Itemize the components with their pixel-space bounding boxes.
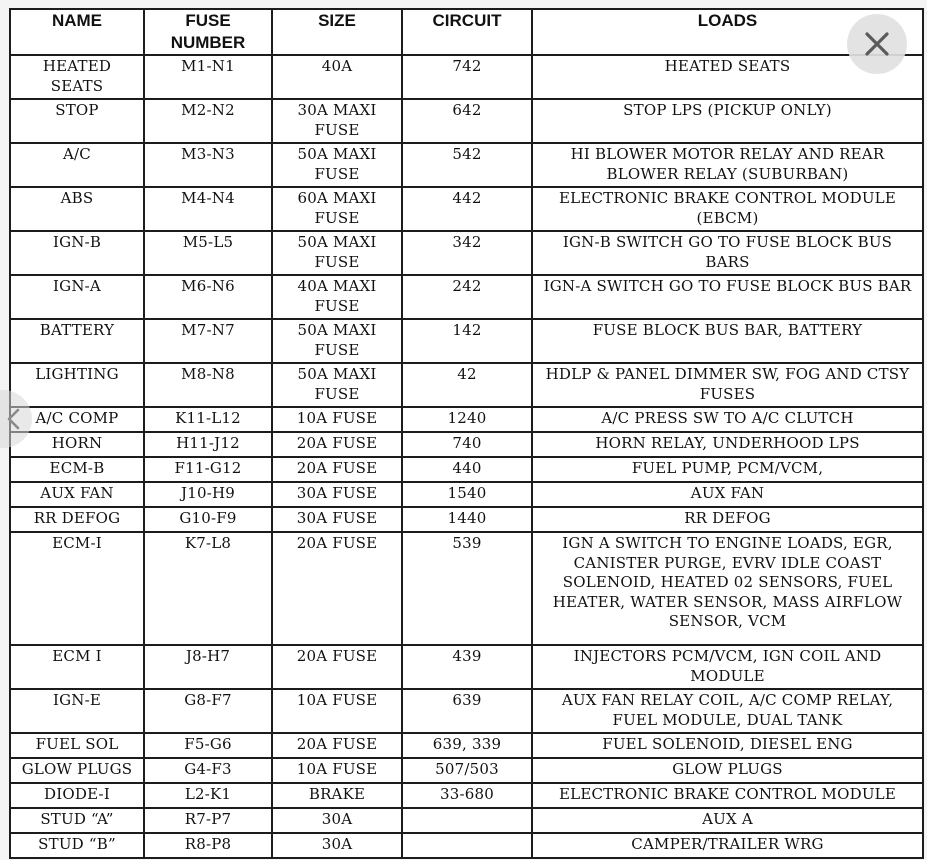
header-name: NAME (10, 9, 144, 55)
cell-loads: STOP LPS (PICKUP ONLY) (532, 99, 923, 143)
close-icon (863, 30, 891, 58)
cell-size: 10A FUSE (272, 407, 402, 432)
cell-circuit: 639 (402, 689, 532, 733)
cell-circuit: 442 (402, 187, 532, 231)
cell-loads: HDLP & PANEL DIMMER SW, FOG AND CTSY FUSES (532, 363, 923, 407)
cell-circuit: 542 (402, 143, 532, 187)
close-button[interactable] (847, 14, 907, 74)
table-row (10, 833, 923, 858)
header-loads: LOADS (532, 9, 923, 55)
cell-name: IGN-E (10, 689, 144, 733)
cell-fuse-number: M2-N2 (144, 99, 272, 143)
cell-fuse-number: L2-K1 (144, 783, 272, 808)
cell-name: RR DEFOG (10, 507, 144, 532)
cell-size: BRAKE (272, 783, 402, 808)
cell-circuit: 42 (402, 363, 532, 407)
table-row (10, 55, 923, 99)
cell-name: DIODE-I (10, 783, 144, 808)
cell-loads: A/C PRESS SW TO A/C CLUTCH (532, 407, 923, 432)
cell-size: 50A MAXI FUSE (272, 319, 402, 363)
cell-name: GLOW PLUGS (10, 758, 144, 783)
cell-fuse-number: M1-N1 (144, 55, 272, 99)
cell-name: STUD “B” (10, 833, 144, 858)
table-row (10, 758, 923, 783)
cell-fuse-number: R8-P8 (144, 833, 272, 858)
cell-loads: IGN A SWITCH TO ENGINE LOADS, EGR, CANISTER PURGE, EVRV IDLE COAST SOLENOID, HEATED 02 SENSORS, FUEL HEATER, WATER SENSOR, MASS AIRFLOW SENSOR, VCM (532, 532, 923, 645)
cell-name: AUX FAN (10, 482, 144, 507)
cell-size: 20A FUSE (272, 457, 402, 482)
cell-size: 50A MAXI FUSE (272, 231, 402, 275)
table-row (10, 482, 923, 507)
table-row (10, 532, 923, 645)
table-row (10, 231, 923, 275)
cell-name: FUEL SOL (10, 733, 144, 758)
cell-size: 20A FUSE (272, 733, 402, 758)
table-row (10, 143, 923, 187)
cell-circuit: 33-680 (402, 783, 532, 808)
cell-circuit: 639, 339 (402, 733, 532, 758)
cell-fuse-number: M6-N6 (144, 275, 272, 319)
cell-circuit: 1440 (402, 507, 532, 532)
cell-circuit (402, 833, 532, 858)
cell-fuse-number: F11-G12 (144, 457, 272, 482)
cell-fuse-number: K7-L8 (144, 532, 272, 645)
chevron-left-icon (6, 408, 22, 430)
cell-name: HORN (10, 432, 144, 457)
table-row (10, 407, 923, 432)
cell-fuse-number: H11-J12 (144, 432, 272, 457)
table-row (10, 275, 923, 319)
cell-size: 20A FUSE (272, 645, 402, 689)
table-row (10, 507, 923, 532)
cell-name: IGN-A (10, 275, 144, 319)
cell-loads: INJECTORS PCM/VCM, IGN COIL AND MODULE (532, 645, 923, 689)
cell-loads: IGN-A SWITCH GO TO FUSE BLOCK BUS BAR (532, 275, 923, 319)
cell-size: 30A (272, 808, 402, 833)
cell-name: ECM-I (10, 532, 144, 645)
table-row (10, 432, 923, 457)
table-row (10, 733, 923, 758)
cell-circuit: 740 (402, 432, 532, 457)
cell-circuit: 440 (402, 457, 532, 482)
cell-circuit: 1240 (402, 407, 532, 432)
cell-size: 10A FUSE (272, 758, 402, 783)
cell-loads: AUX FAN (532, 482, 923, 507)
table-row (10, 689, 923, 733)
cell-name: ECM I (10, 645, 144, 689)
cell-loads: FUEL PUMP, PCM/VCM, (532, 457, 923, 482)
cell-name: ABS (10, 187, 144, 231)
table-row (10, 645, 923, 689)
cell-fuse-number: J8-H7 (144, 645, 272, 689)
cell-circuit: 1540 (402, 482, 532, 507)
cell-loads: ELECTRONIC BRAKE CONTROL MODULE (532, 783, 923, 808)
cell-loads: CAMPER/TRAILER WRG (532, 833, 923, 858)
cell-fuse-number: M7-N7 (144, 319, 272, 363)
cell-size: 20A FUSE (272, 532, 402, 645)
cell-circuit: 142 (402, 319, 532, 363)
header-circuit: CIRCUIT (402, 9, 532, 55)
cell-circuit: 539 (402, 532, 532, 645)
cell-name: STOP (10, 99, 144, 143)
cell-circuit: 507/503 (402, 758, 532, 783)
table-row (10, 99, 923, 143)
cell-fuse-number: J10-H9 (144, 482, 272, 507)
cell-size: 30A MAXI FUSE (272, 99, 402, 143)
cell-name: BATTERY (10, 319, 144, 363)
table-row (10, 783, 923, 808)
cell-circuit: 742 (402, 55, 532, 99)
cell-size: 30A (272, 833, 402, 858)
cell-size: 30A FUSE (272, 482, 402, 507)
cell-loads: FUSE BLOCK BUS BAR, BATTERY (532, 319, 923, 363)
cell-loads: AUX A (532, 808, 923, 833)
cell-size: 10A FUSE (272, 689, 402, 733)
header-fuse-number: FUSE NUMBER (144, 9, 272, 55)
table-row (10, 457, 923, 482)
cell-name: HEATED SEATS (10, 55, 144, 99)
table-body (10, 55, 923, 858)
table-row (10, 319, 923, 363)
cell-size: 50A MAXI FUSE (272, 143, 402, 187)
cell-fuse-number: K11-L12 (144, 407, 272, 432)
cell-loads: IGN-B SWITCH GO TO FUSE BLOCK BUS BARS (532, 231, 923, 275)
table-row (10, 808, 923, 833)
cell-fuse-number: M8-N8 (144, 363, 272, 407)
cell-size: 50A MAXI FUSE (272, 363, 402, 407)
cell-fuse-number: G10-F9 (144, 507, 272, 532)
cell-loads: HORN RELAY, UNDERHOOD LPS (532, 432, 923, 457)
cell-name: STUD “A” (10, 808, 144, 833)
cell-fuse-number: M4-N4 (144, 187, 272, 231)
cell-circuit: 342 (402, 231, 532, 275)
cell-size: 60A MAXI FUSE (272, 187, 402, 231)
cell-size: 20A FUSE (272, 432, 402, 457)
table-header-row (10, 9, 923, 55)
cell-loads: RR DEFOG (532, 507, 923, 532)
cell-name: IGN-B (10, 231, 144, 275)
cell-name: A/C (10, 143, 144, 187)
table-row (10, 363, 923, 407)
header-size: SIZE (272, 9, 402, 55)
cell-size: 40A MAXI FUSE (272, 275, 402, 319)
cell-fuse-number: M5-L5 (144, 231, 272, 275)
cell-loads: FUEL SOLENOID, DIESEL ENG (532, 733, 923, 758)
cell-name: A/C COMP (10, 407, 144, 432)
cell-loads: HI BLOWER MOTOR RELAY AND REAR BLOWER RELAY (SUBURBAN) (532, 143, 923, 187)
cell-fuse-number: R7-P7 (144, 808, 272, 833)
cell-circuit: 642 (402, 99, 532, 143)
cell-loads: AUX FAN RELAY COIL, A/C COMP RELAY, FUEL MODULE, DUAL TANK (532, 689, 923, 733)
cell-circuit: 439 (402, 645, 532, 689)
cell-fuse-number: G8-F7 (144, 689, 272, 733)
cell-loads: HEATED SEATS (532, 55, 923, 99)
table-row (10, 187, 923, 231)
cell-loads: ELECTRONIC BRAKE CONTROL MODULE (EBCM) (532, 187, 923, 231)
cell-circuit: 242 (402, 275, 532, 319)
cell-fuse-number: G4-F3 (144, 758, 272, 783)
cell-name: LIGHTING (10, 363, 144, 407)
cell-fuse-number: F5-G6 (144, 733, 272, 758)
fuse-table (9, 8, 924, 859)
cell-circuit (402, 808, 532, 833)
cell-size: 30A FUSE (272, 507, 402, 532)
cell-loads: GLOW PLUGS (532, 758, 923, 783)
cell-name: ECM-B (10, 457, 144, 482)
cell-size: 40A (272, 55, 402, 99)
cell-fuse-number: M3-N3 (144, 143, 272, 187)
